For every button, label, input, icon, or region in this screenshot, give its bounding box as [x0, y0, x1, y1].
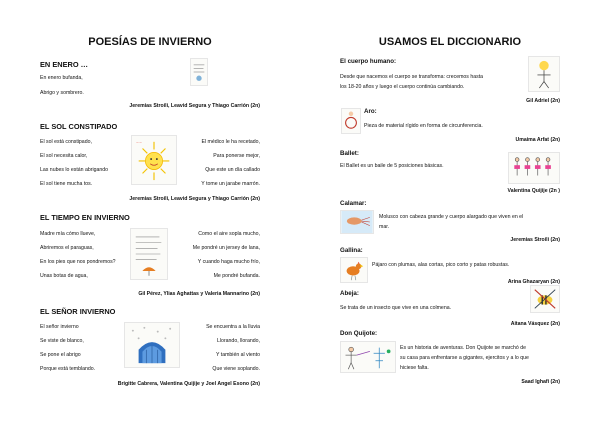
right-page-title: USAMOS EL DICCIONARIO: [378, 36, 522, 48]
poem-1-line: Abrigo y sombrero.: [40, 90, 84, 96]
poem-1-authors: Jeremias Stroili, Leavid Segura y Thiago Carrión (2n): [129, 103, 260, 109]
dictionary-definition: los 18-20 años y luego el cuerpo continúa cambiando.: [340, 84, 465, 90]
poem-3-line: Y cuando haga mucho frío,: [197, 259, 260, 265]
poem-2-line: El médico le ha recetado,: [201, 139, 260, 145]
dictionary-word: Ballet:: [340, 150, 359, 157]
poem-3-line: Me pondré bufanda.: [213, 273, 260, 279]
poem-1-heading: EN ENERO …: [40, 60, 89, 69]
don-quijote-drawing: [340, 341, 396, 373]
poem-2-line: Las nubes lo están abrigando: [40, 167, 109, 173]
dictionary-author: Jeremias Stroili (2n): [510, 237, 560, 243]
dictionary-author: Arina Ghazaryan (2n): [507, 279, 560, 285]
dictionary-definition: Es un historia de aventuras. Don Quijote se marchó de: [400, 345, 527, 351]
dictionary-author: Saad Ighafi (2n): [521, 379, 560, 385]
dictionary-definition: Pieza de material rígido en forma de circunferencia.: [364, 123, 483, 129]
poem-3-line: Abriremos el paraguas,: [40, 245, 94, 251]
rain-poem-drawing: [130, 228, 168, 280]
bee-drawing: [530, 285, 560, 313]
dictionary-author: Valentina Quijije (2n ): [507, 188, 560, 194]
poem-4-line: Porque está temblando.: [40, 366, 96, 372]
poem-4-line: Llorando, llorando,: [217, 338, 260, 344]
poem-3-line: Como el aire sopla mucho,: [198, 231, 260, 237]
dictionary-definition: Molusco con cabeza grande y cuerpo alargado que viven en el: [379, 214, 524, 220]
dictionary-author: Umaima Arfat (2n): [515, 137, 560, 143]
dictionary-definition: mar.: [379, 224, 390, 230]
dictionary-definition: El Ballet es un baile de 5 posiciones básicas.: [340, 163, 444, 169]
dictionary-definition: Desde que nacemos el cuerpo se transforma: crecemos hasta: [340, 74, 484, 80]
dictionary-definition: Pájaro con plumas, alas cortas, pico corto y patas robustas.: [372, 262, 510, 268]
poem-3-heading: EL TIEMPO EN INVIERNO: [40, 213, 130, 222]
poem-4-line: El señor invierno: [40, 324, 79, 330]
dictionary-word: Don Quijote:: [340, 330, 378, 337]
dictionary-word: Gallina:: [340, 247, 363, 254]
poem-2-line: El sol está constipado,: [40, 139, 92, 145]
poem-4-line: Se encuentra a la lluvia: [206, 324, 260, 330]
svg-text:~~: ~~: [135, 139, 143, 145]
poem-4-line: Se viste de blanco,: [40, 338, 84, 344]
poem-1-drawing: [190, 58, 208, 86]
winter-drawing: [124, 322, 180, 368]
poem-2-line: Para ponerse mejor,: [213, 153, 260, 159]
poem-2-line: Que este un día callado: [205, 167, 260, 173]
dictionary-definition: hiciese falta.: [400, 365, 429, 371]
right-page: [300, 0, 600, 424]
body-drawing: [528, 56, 560, 92]
poem-3-line: Me pondré un jersey de lana,: [192, 245, 260, 251]
dictionary-definition: Se trata de un insecto que vive en una colmena.: [340, 305, 452, 311]
sun-drawing: [131, 135, 177, 185]
dictionary-definition: su casa para enfrentarse a gigantes, ejercitos y a lo que: [400, 355, 529, 361]
dictionary-word: Aro:: [364, 108, 377, 115]
poem-1-line: En enero bufanda,: [40, 75, 83, 81]
poem-2-line: El sol tiene mucha tos.: [40, 181, 93, 187]
dictionary-author: Gil Adriel (2n): [526, 98, 560, 104]
left-page-title: POESÍAS DE INVIERNO: [88, 36, 212, 48]
dictionary-author: Aitana Vásquez (2n): [510, 321, 560, 327]
poem-2-line: Y tome un jarabe marrón.: [201, 181, 260, 187]
poem-4-heading: EL SEÑOR INVIERNO: [40, 307, 116, 316]
poem-4-authors: Brigitte Cabrera, Valentina Quijije y Joel Angel Esono (2n): [117, 381, 260, 387]
poem-4-line: Y también al viento: [215, 352, 260, 358]
poem-3-authors: Gil Pérez, Ylias Aghattas y Valeria Mannarino (2n): [138, 291, 260, 297]
dictionary-word: Abeja:: [340, 290, 359, 297]
poem-3-line: Madre mía cómo llueve,: [40, 231, 96, 237]
hoop-drawing: [341, 108, 361, 134]
ballet-drawing: [508, 152, 560, 184]
poem-2-authors: Jeremias Stroili, Leavid Segura y Thiago Carrión (2n): [129, 196, 260, 202]
dictionary-word: El cuerpo humano:: [340, 58, 397, 65]
poem-2-heading: EL SOL CONSTIPADO: [40, 122, 118, 131]
dictionary-word: Calamar:: [340, 200, 367, 207]
hen-drawing: [340, 257, 368, 283]
poem-3-line: Unas botas de agua,: [40, 273, 88, 279]
poem-2-line: El sol necesita calor,: [40, 153, 88, 159]
squid-drawing: [340, 210, 374, 234]
poem-4-line: Se pone el abrigo: [40, 352, 81, 358]
poem-3-line: En los pies que nos pondremos?: [40, 259, 116, 265]
poem-4-line: Que viene soplando.: [212, 366, 260, 372]
